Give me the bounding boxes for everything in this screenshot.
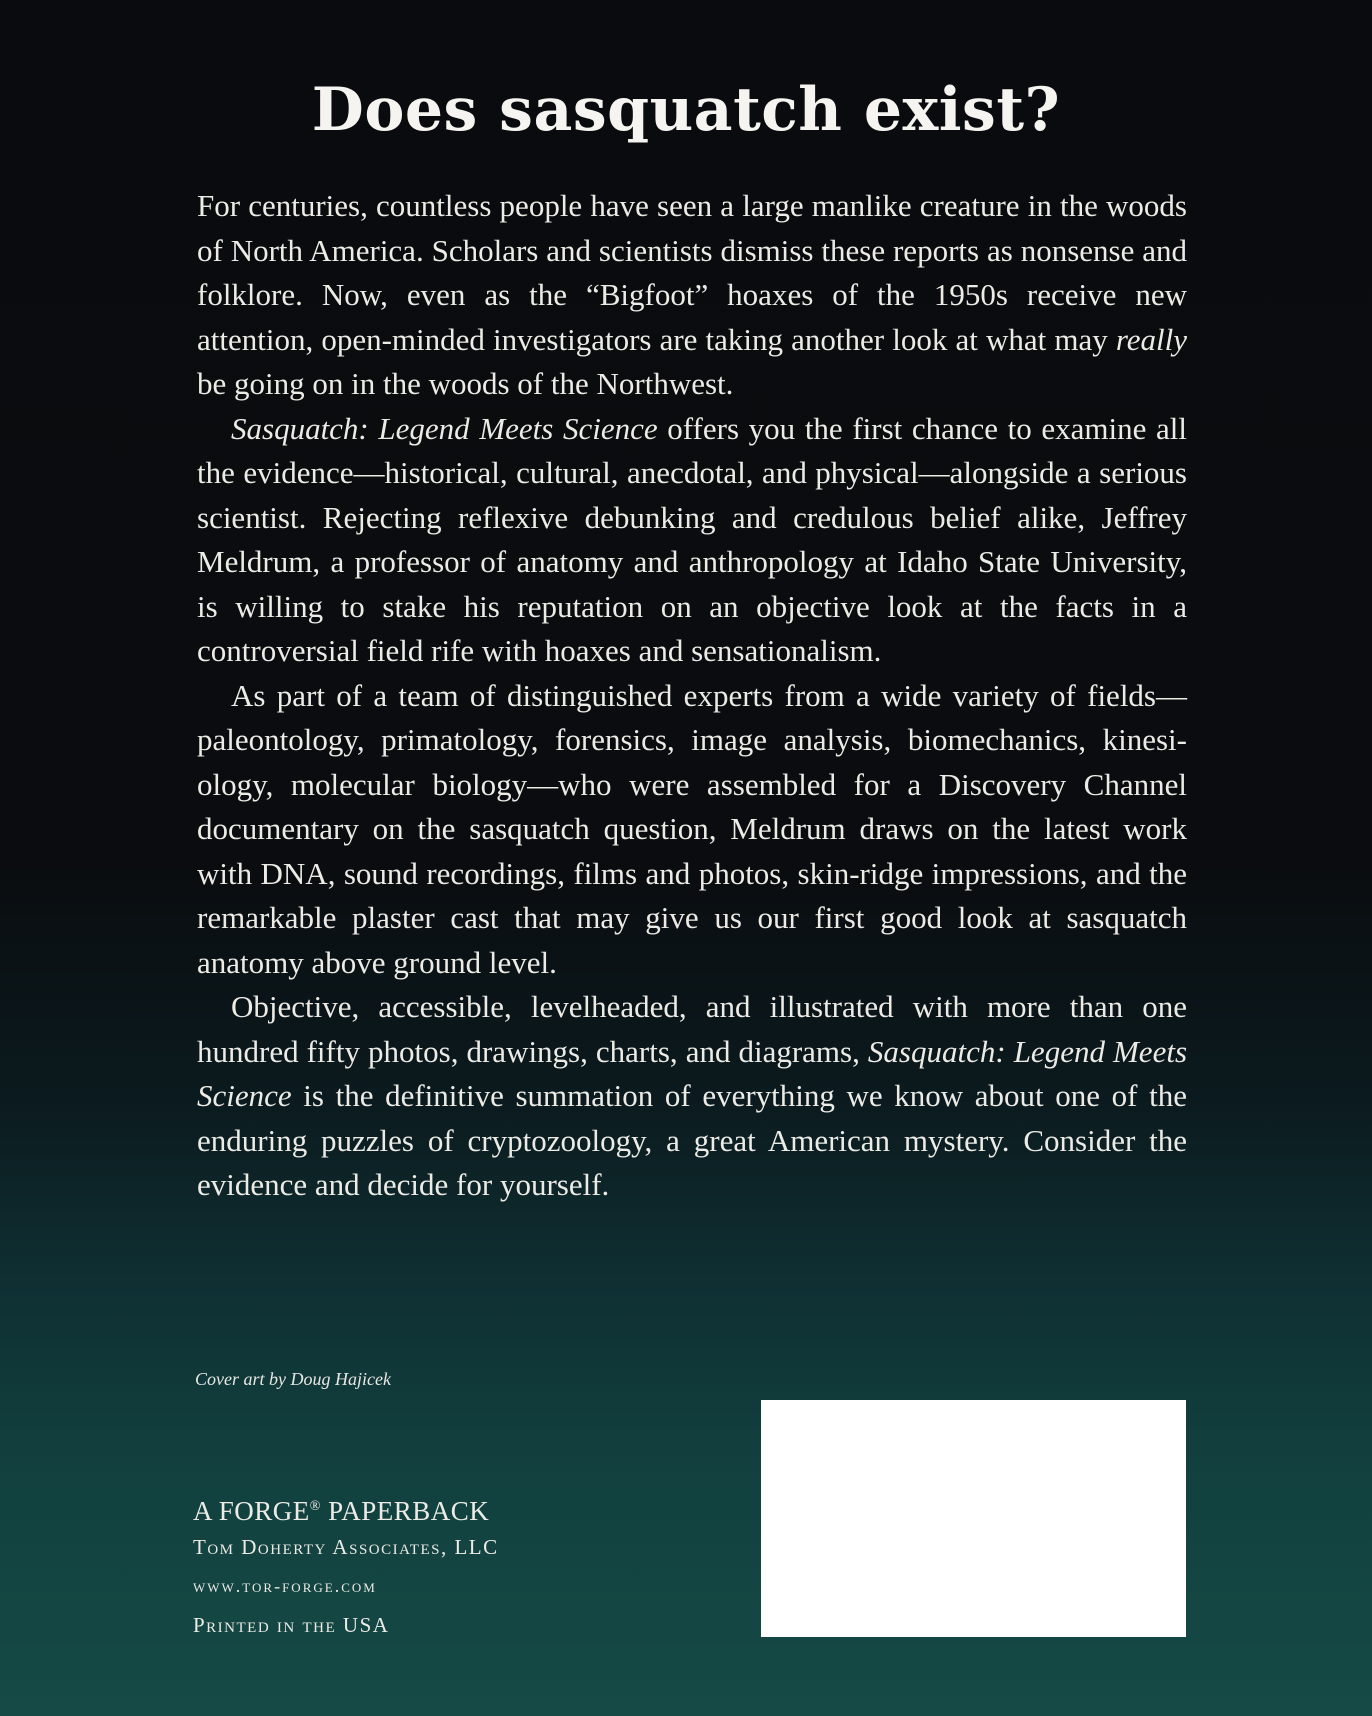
blurb xyxy=(197,184,1187,1208)
blurb-p1-text-b: be going on in the woods of the Northwest. xyxy=(197,366,734,401)
blurb-paragraph-2 xyxy=(197,407,1187,674)
blurb-p1-emphasis: really xyxy=(1115,321,1187,357)
imprint-paperback: PAPERBACK xyxy=(320,1496,490,1526)
blurb-paragraph-3: As part of a team of distinguished experts from a wide variety of fields—paleontology, primatology, forensics, image analysis, biomechanics, kinesiology, molecular biology—who were assembled for a Discovery Channel documentary on the sasquatch question, Meldrum draws on the latest work with DNA, sound recordings, films and photos, skin-ridge impressions, and the remarkable plaster cast that may give us our first good look at sasquatch anatomy above ground level. xyxy=(197,677,1187,980)
blurb-p1-text-a: For centuries, countless people have seen a large manlike creature in the woods of North America. Scholars and scientists dismiss these reports as nonsense and folklore. Now, even as the “Bigfoot” hoaxes of the 1950s receive new attention, open-minded investigators are taking another look at what may xyxy=(197,188,1187,357)
headline: Does sasquatch exist? xyxy=(311,75,1061,145)
imprint-line xyxy=(193,1490,499,1528)
publisher-imprint xyxy=(193,1490,499,1645)
registered-mark: ® xyxy=(309,1499,321,1514)
printed-in: Printed in the USA xyxy=(193,1613,390,1637)
publisher-name: Tom Doherty Associates, LLC xyxy=(193,1535,499,1559)
imprint-forge: A FORGE xyxy=(193,1496,310,1526)
blurb-p4-text-b: is the definitive summation of everything we know about one of the enduring puzzles of cryptozoology, a great American mystery. Consider the evidence and decide for yourself. xyxy=(197,1078,1187,1202)
cover-art-credit: Cover art by Doug Hajicek xyxy=(195,1369,391,1389)
blurb-p2-text: offers you the first chance to examine all the evidence—historical, cultural, anecdotal, and physical—alongside a serious scientist. Rejecting reflexive debunking and credulous belief alike, Jeffrey Meldrum, a professor of anatomy and anthropology at Idaho State University, is willing to stake his reputation on an objective look at the facts in a controversial field rife with hoaxes and sensationalism. xyxy=(197,410,1188,668)
blurb-paragraph-1 xyxy=(197,184,1187,407)
publisher-url: www.tor-forge.com xyxy=(193,1576,377,1596)
blurb-p4-text-a: Objective, accessible, levelheaded, and illustrated with more than one hundred fifty photos, drawings, charts, and diagrams, xyxy=(197,989,1187,1069)
blurb-paragraph-4 xyxy=(197,985,1187,1208)
barcode-area xyxy=(761,1400,1186,1637)
blurb-p2-book-title: Sasquatch: Legend Meets Science xyxy=(231,410,658,446)
blurb-p4-book-title: Sasquatch: Legend Meets Science xyxy=(197,1033,1188,1113)
